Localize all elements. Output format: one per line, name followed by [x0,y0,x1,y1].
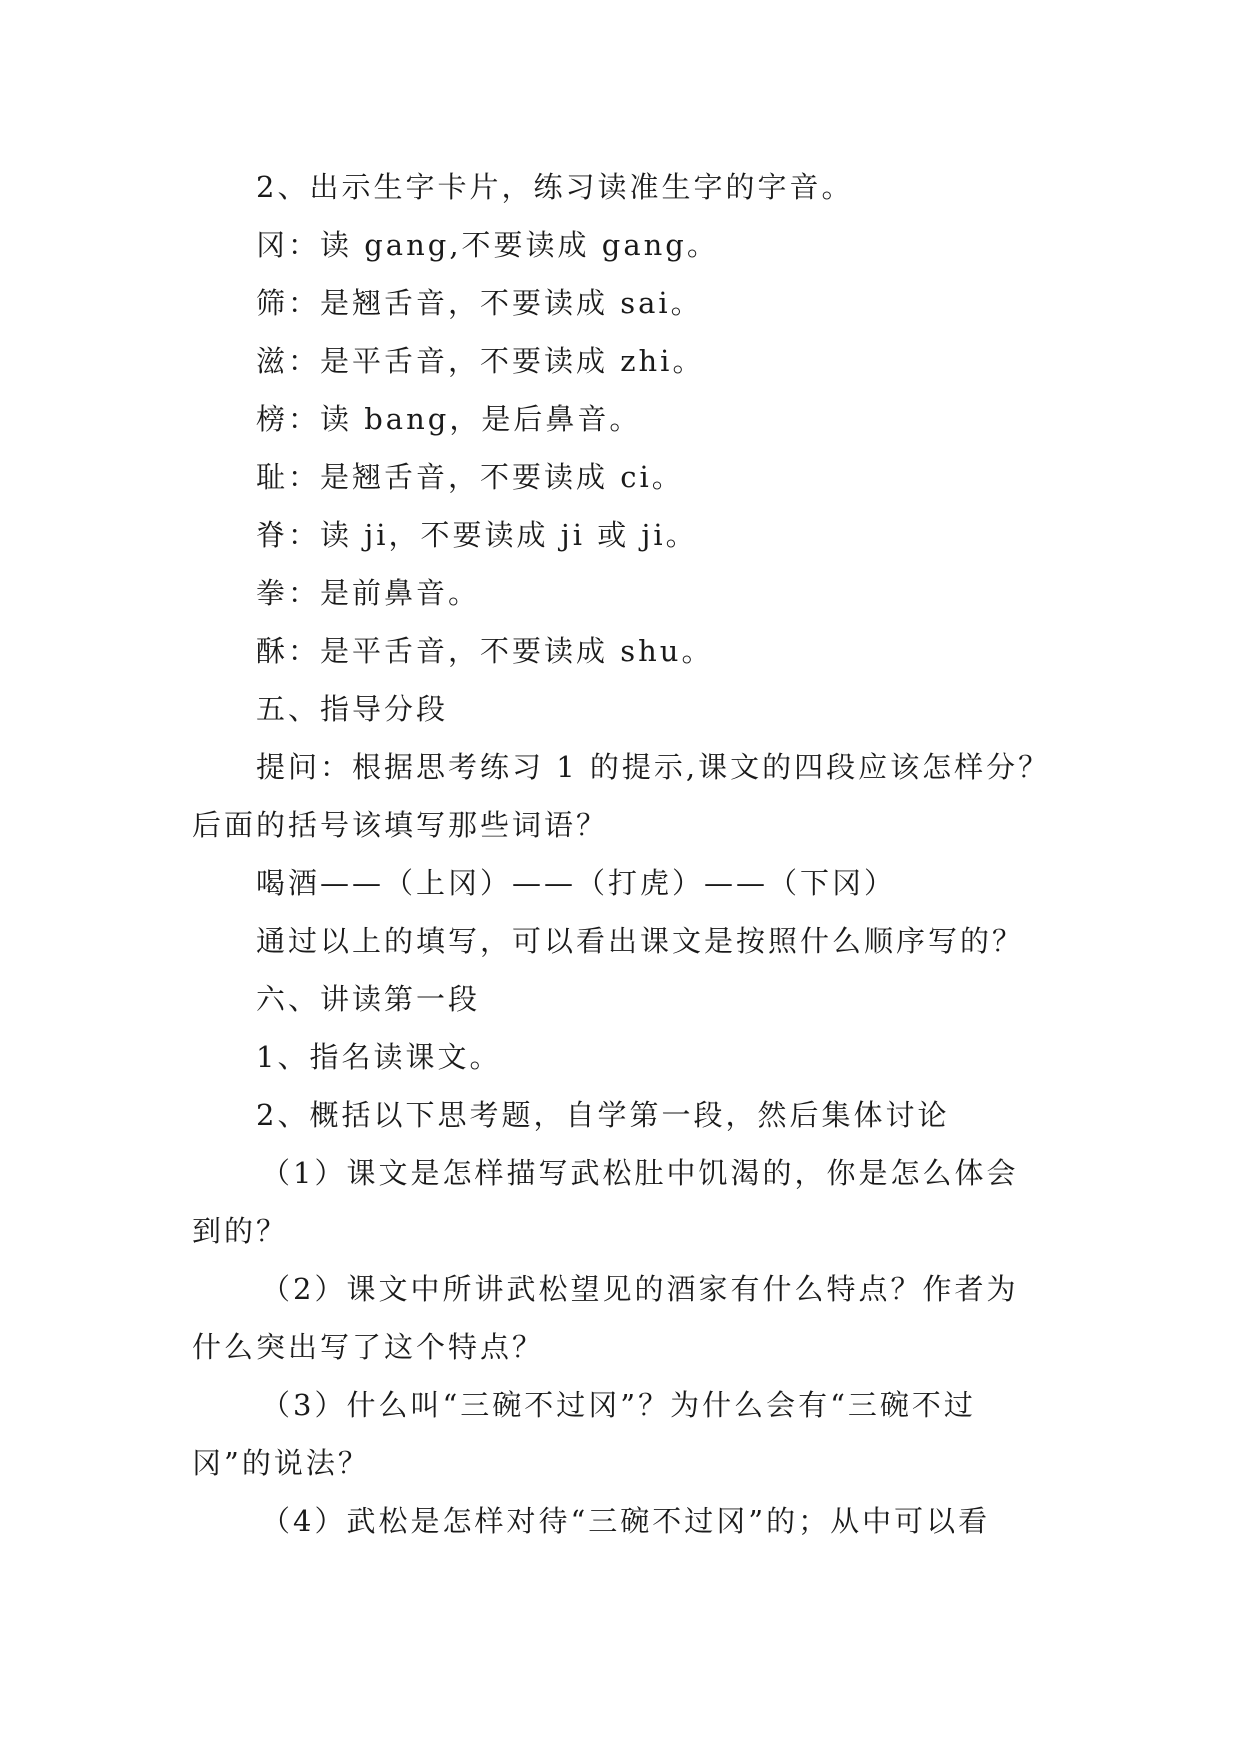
char-note-quan: 拳：是前鼻音。 [256,576,481,610]
question-3: （3）什么叫“三碗不过冈”？为什么会有“三碗不过 [261,1388,976,1422]
section-heading-6: 六、讲读第一段 [256,982,481,1016]
section-heading-5: 五、指导分段 [256,692,449,726]
question-paragraph-cont: 后面的括号该填写那些词语？ [192,808,609,842]
char-note-shai: 筛：是翘舌音，不要读成 sai。 [256,286,703,320]
question-paragraph: 提问：根据思考练习 1 的提示,课文的四段应该怎样分？ [256,750,1051,784]
char-note-su: 酥：是平舌音，不要读成 shu。 [256,634,714,668]
question-3-cont: 冈”的说法？ [192,1446,370,1480]
order-question: 通过以上的填写，可以看出课文是按照什么顺序写的？ [256,924,1025,958]
question-2: （2）课文中所讲武松望见的酒家有什么特点？作者为 [261,1272,1019,1306]
char-note-zi: 滋：是平舌音，不要读成 zhi。 [256,344,705,378]
question-4: （4）武松是怎样对待“三碗不过冈”的；从中可以看 [261,1504,991,1538]
char-note-chi: 耻：是翘舌音，不要读成 ci。 [256,460,684,494]
question-2-cont: 什么突出写了这个特点？ [192,1330,545,1364]
question-1: （1）课文是怎样描写武松肚中饥渴的，你是怎么体会 [261,1156,1019,1190]
question-1-cont: 到的？ [192,1214,289,1248]
char-note-ji: 脊：读 ji，不要读成 ji 或 ji。 [256,518,698,552]
step-1: 1、指名读课文。 [256,1040,502,1074]
char-note-bang: 榜：读 bang，是后鼻音。 [256,402,642,436]
sequence-line: 喝酒——（上冈）——（打虎）——（下冈） [256,866,897,900]
step-2: 2、概括以下思考题，自学第一段，然后集体讨论 [256,1098,950,1132]
paragraph-step-2: 2、出示生字卡片，练习读准生字的字音。 [256,170,854,204]
char-note-gang: 冈：读 gang,不要读成 gang。 [256,228,719,262]
